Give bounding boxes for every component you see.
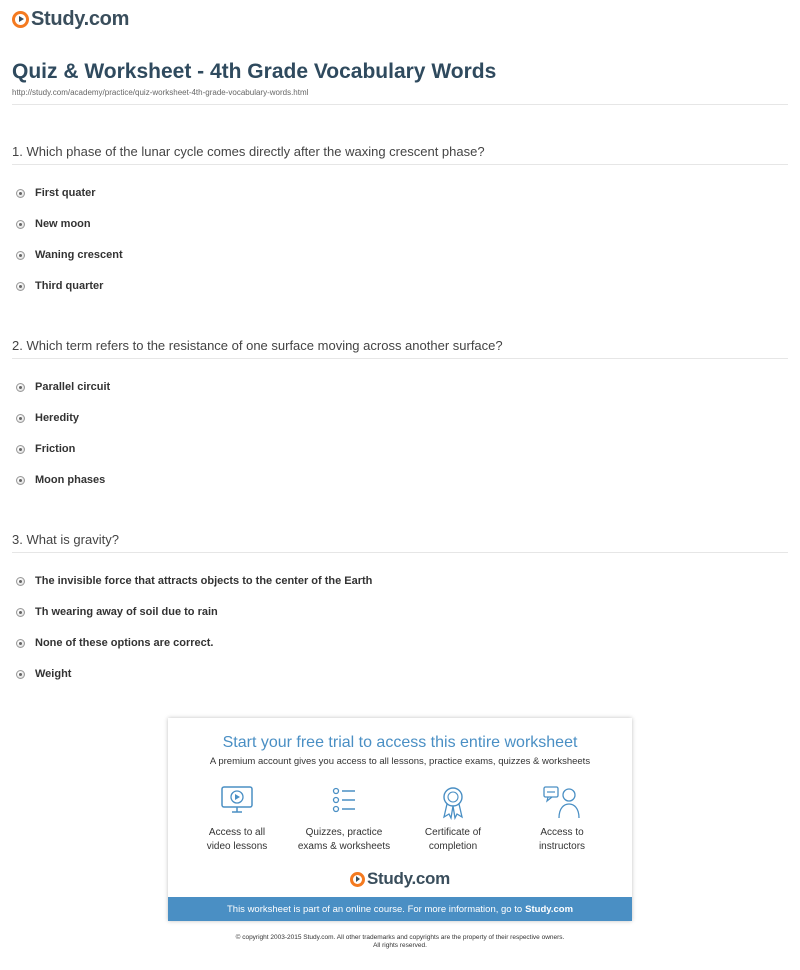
answer-option[interactable] [16,606,218,618]
answer-option[interactable] [16,381,110,393]
page-title: Quiz & Worksheet - 4th Grade Vocabulary Words [12,60,497,83]
answer-option[interactable] [16,668,71,680]
option-label: The invisible force that attracts objects to the center of the Earth [35,575,373,587]
option-label: None of these options are correct. [35,637,214,649]
promo-info-bar [168,897,632,921]
option-label: Parallel circuit [35,381,111,393]
answer-option[interactable] [16,412,79,424]
feature-label: completion [428,841,478,852]
radio-icon[interactable] [16,414,25,423]
promo-bar-text: This worksheet is part of an online course. For more information, go to [226,903,523,915]
promo-subtitle: A premium account gives you access to all lessons, practice exams, quizzes & worksheets [209,756,591,767]
answer-option[interactable] [16,443,75,455]
radio-icon[interactable] [16,577,25,586]
answer-option[interactable] [16,575,372,587]
answer-option[interactable] [16,249,123,261]
logo-text: Study.com [367,869,450,888]
radio-icon[interactable] [16,189,25,198]
copyright-line: All rights reserved. [373,942,427,949]
option-label: Moon phases [35,474,106,486]
logo-text: Study.com [31,8,130,30]
question-1: 1. Which phase of the lunar cycle comes directly after the waxing crescent phase? [12,144,485,159]
question-divider [12,164,788,165]
feature-certificate [398,784,508,854]
copyright-notice [0,934,800,950]
radio-icon[interactable] [16,445,25,454]
question-divider [12,358,788,359]
feature-label: video lessons [206,841,268,852]
radio-icon[interactable] [16,639,25,648]
answer-option[interactable] [16,280,103,292]
instructor-icon [541,784,583,820]
question-divider [12,552,788,553]
option-label: Friction [35,443,76,455]
study-com-link[interactable]: Study.com [525,903,574,915]
page-url: http://study.com/academy/practice/quiz-worksheet-4th-grade-vocabulary-words.html [12,88,309,97]
certificate-icon [434,784,472,820]
option-label: Weight [35,668,72,680]
feature-label: Quizzes, practice [305,827,383,838]
option-label: Th wearing away of soil due to rain [35,606,218,618]
feature-quizzes [289,784,399,854]
option-label: Third quarter [35,280,104,292]
radio-icon[interactable] [16,670,25,679]
radio-icon[interactable] [16,282,25,291]
copyright-line: © copyright 2003-2015 Study.com. All other trademarks and copyrights are the property of their respective owners. [235,934,565,941]
play-logo-icon [350,872,365,887]
answer-option[interactable] [16,637,213,649]
feature-label: Certificate of [424,827,482,838]
question-3: 3. What is gravity? [12,532,119,547]
promo-title[interactable]: Start your free trial to access this entire worksheet [222,734,578,751]
answer-option[interactable] [16,474,105,486]
study-com-logo[interactable] [12,8,129,31]
feature-video-lessons [182,784,292,854]
play-logo-icon [12,11,29,28]
radio-icon[interactable] [16,220,25,229]
feature-instructors [507,784,617,854]
radio-icon[interactable] [16,476,25,485]
header-divider [12,104,788,105]
promo-study-com-logo[interactable] [168,869,632,889]
video-lessons-icon [218,784,256,820]
answer-option[interactable] [16,218,91,230]
option-label: New moon [35,218,91,230]
answer-option[interactable] [16,187,96,199]
radio-icon[interactable] [16,383,25,392]
option-label: First quater [35,187,96,199]
option-label: Heredity [35,412,80,424]
radio-icon[interactable] [16,251,25,260]
feature-label: Access to [540,827,584,838]
feature-label: instructors [538,841,586,852]
radio-icon[interactable] [16,608,25,617]
option-label: Waning crescent [35,249,123,261]
question-2: 2. Which term refers to the resistance of one surface moving across another surface? [12,338,503,353]
free-trial-promo [168,718,632,921]
quiz-list-icon [325,784,363,820]
feature-label: Access to all [208,827,266,838]
feature-label: exams & worksheets [297,841,391,852]
